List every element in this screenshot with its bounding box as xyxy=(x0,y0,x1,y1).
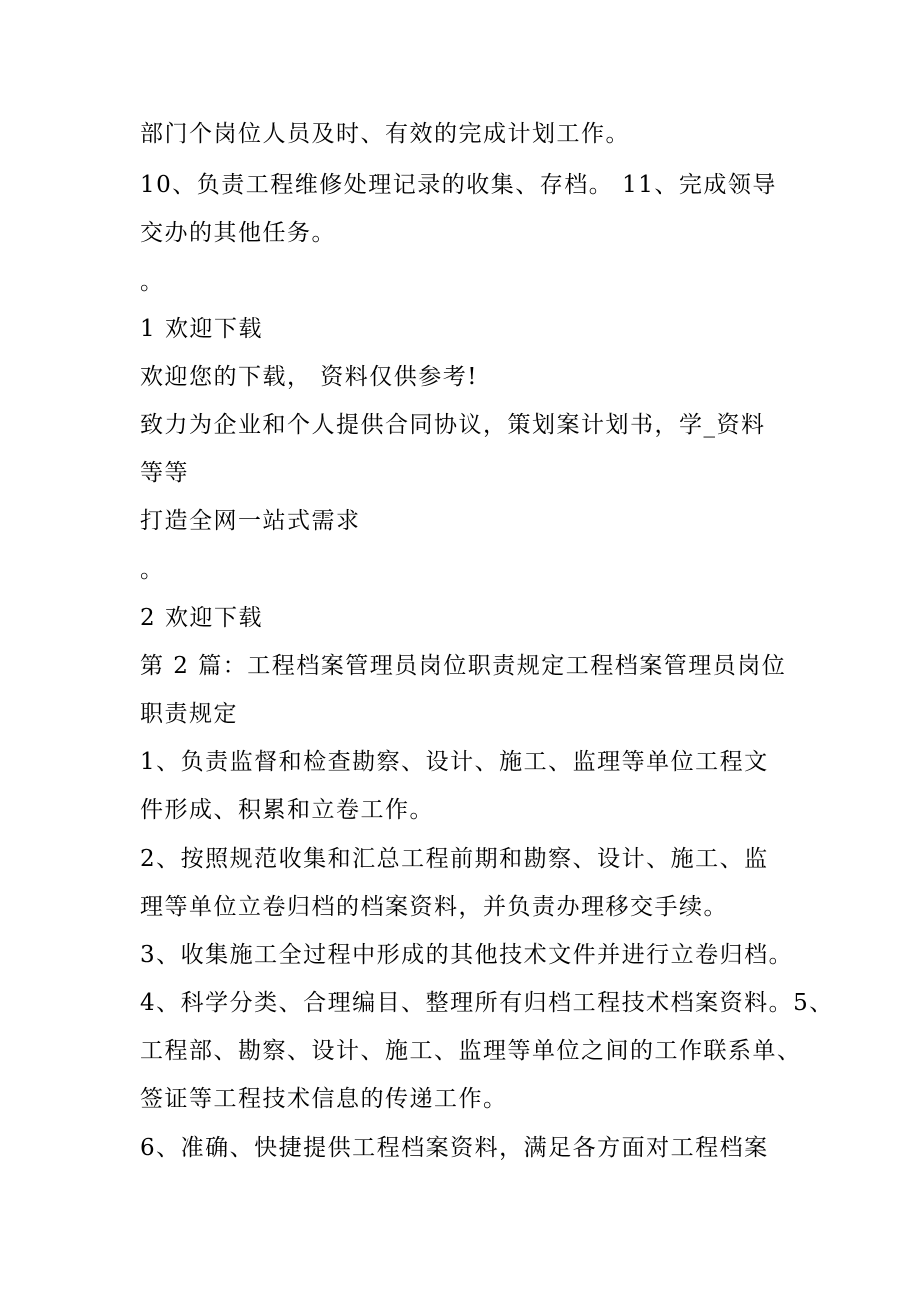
text-line: 等等 xyxy=(140,460,189,486)
text-line: 2、按照规范收集和汇总工程前期和勘察、设计、施工、监 xyxy=(140,846,769,872)
text-line: 。 xyxy=(140,557,165,583)
text-line: 部门个岗位人员及时、有效的完成计划工作。 xyxy=(140,121,630,147)
text-line: 。 xyxy=(140,269,165,295)
text-line: 签证等工程技术信息的传递工作。 xyxy=(140,1086,508,1112)
text-line: 6、准确、快捷提供工程档案资料，满足各方面对工程档案 xyxy=(140,1135,769,1161)
text-line: 职责规定 xyxy=(140,701,238,727)
text-line: 致力为企业和个人提供合同协议，策划案计划书，学_资料 xyxy=(140,412,766,438)
text-line: 第 2 篇：工程档案管理员岗位职责规定工程档案管理员岗位 xyxy=(140,653,787,679)
text-line: 打造全网一站式需求 xyxy=(140,508,361,534)
text-line: 工程部、勘察、设计、施工、监理等单位之间的工作联系单、 xyxy=(140,1038,802,1064)
text-line: 1、负责监督和检查勘察、设计、施工、监理等单位工程文 xyxy=(140,749,769,775)
text-line: 交办的其他任务。 xyxy=(140,220,336,246)
text-line: 欢迎您的下载， 资料仅供参考! xyxy=(140,364,479,390)
text-line: 10、负责工程维修处理记录的收集、存档。 11、完成领导 xyxy=(140,172,777,198)
text-line: 2 欢迎下载 xyxy=(140,605,263,631)
text-line: 理等单位立卷归档的档案资料，并负责办理移交手续。 xyxy=(140,894,728,920)
text-line: 1 欢迎下载 xyxy=(140,316,263,342)
text-line: 4、科学分类、合理编目、整理所有归档工程技术档案资料。5、 xyxy=(140,990,834,1016)
text-line: 件形成、积累和立卷工作。 xyxy=(140,797,434,823)
text-line: 3、收集施工全过程中形成的其他技术文件并进行立卷归档。 xyxy=(140,942,794,968)
